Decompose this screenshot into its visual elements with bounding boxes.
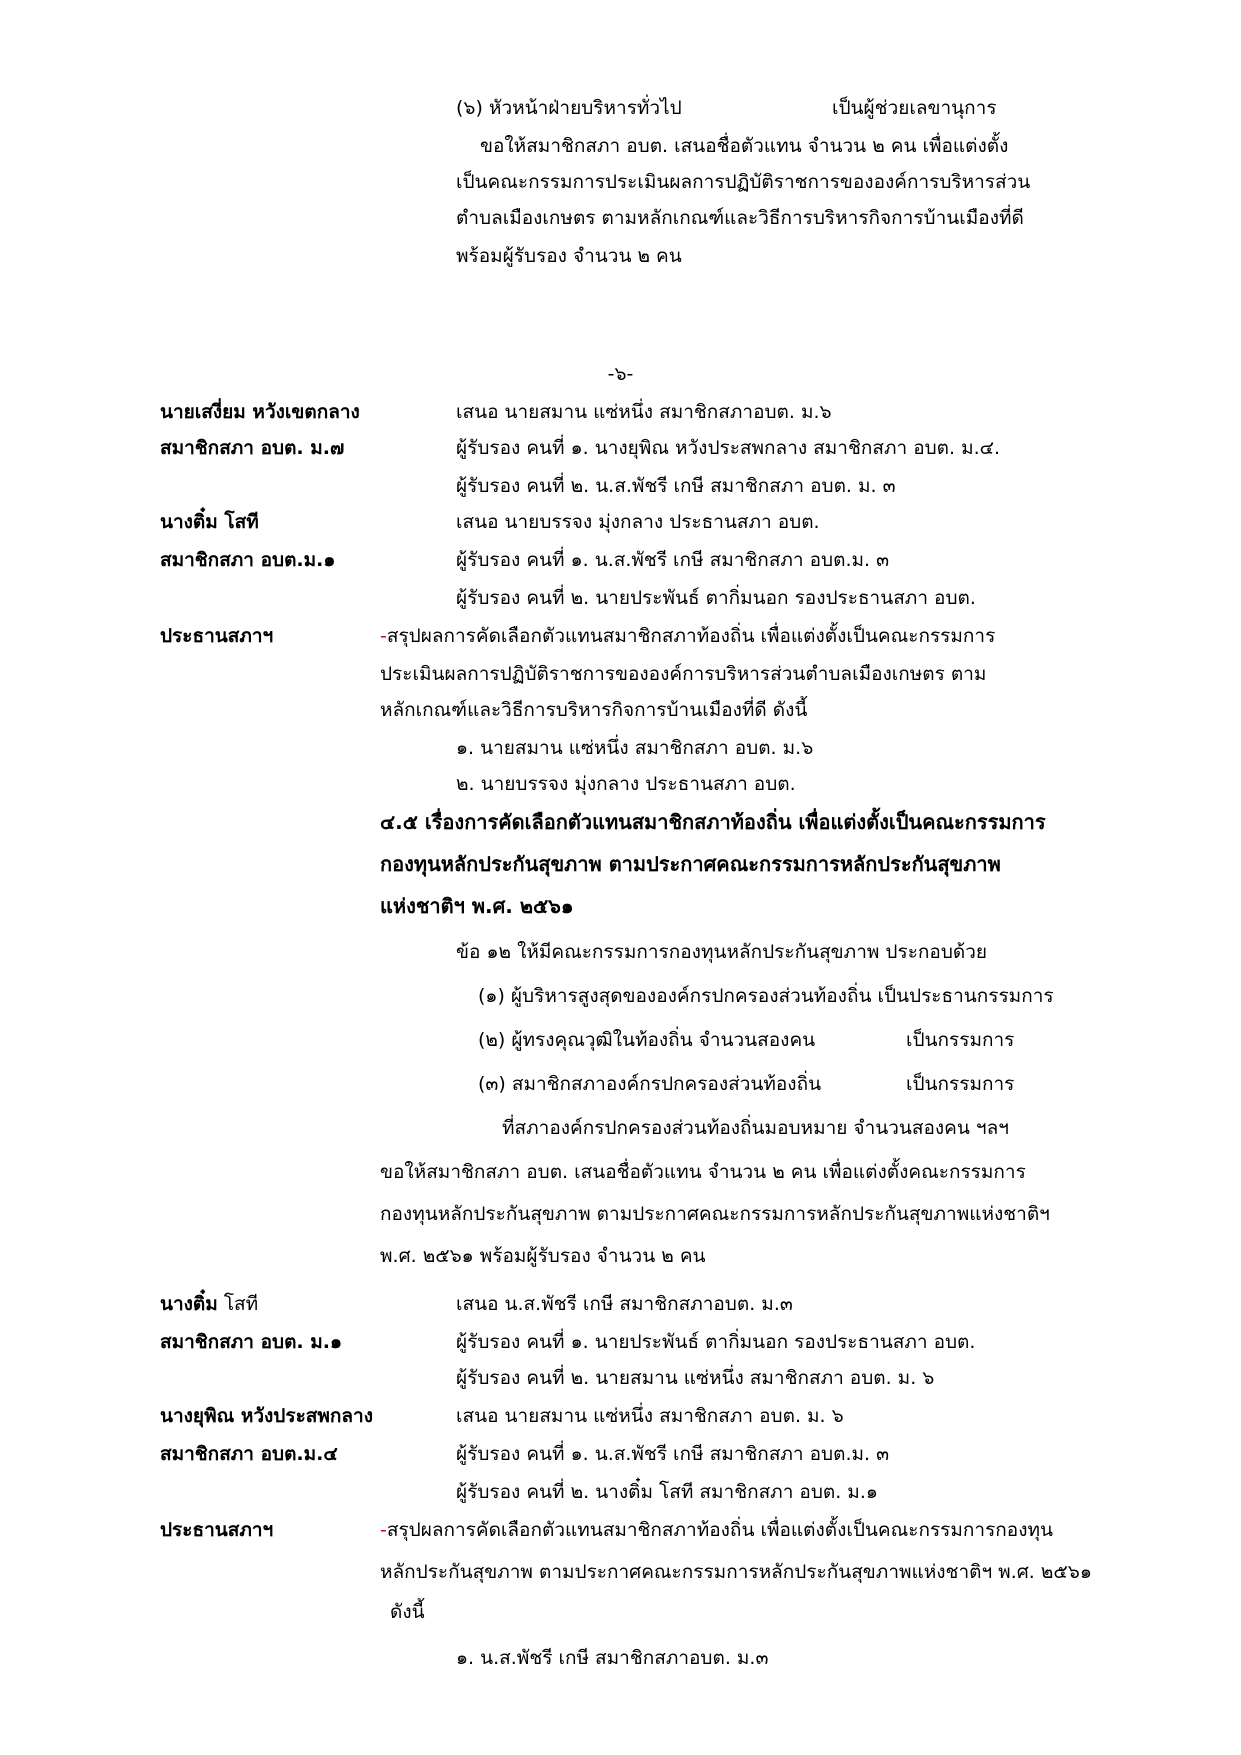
clause-line: ข้อ ๑๒ ให้มีคณะกรรมการกองทุนหลักประกันสุขภาพ ประกอบด้วย bbox=[456, 941, 988, 963]
nomination-line: เสนอ นายบรรจง มุ่งกลาง ประธานสภา อบต. bbox=[456, 511, 820, 533]
chair-summary bbox=[380, 622, 995, 650]
result-line: ๒. นายบรรจง มุ่งกลาง ประธานสภา อบต. bbox=[456, 773, 796, 795]
page-number: -๖- bbox=[607, 363, 634, 385]
endorser-line: ผู้รับรอง คนที่ ๑. นายประพันธ์ ตากิ่มนอก รองประธานสภา อบต. bbox=[456, 1331, 976, 1353]
request-line: พ.ศ. ๒๕๖๑ พร้อมผู้รับรอง จำนวน ๒ คน bbox=[380, 1245, 706, 1267]
clause-item: (๓) สมาชิกสภาองค์กรปกครองส่วนท้องถิ่น bbox=[478, 1073, 822, 1095]
chair-name: ประธานสภาฯ bbox=[160, 625, 274, 647]
endorser-line: ผู้รับรอง คนที่ ๒. นายประพันธ์ ตากิ่มนอก รองประธานสภา อบต. bbox=[456, 587, 976, 609]
top-paragraph-line: ตำบลเมืองเกษตร ตามหลักเกณฑ์และวิธีการบริหารกิจการบ้านเมืองที่ดี bbox=[456, 207, 1024, 229]
item-6-title: (๖) หัวหน้าฝ่ายบริหารทั่วไป bbox=[456, 97, 682, 119]
request-line: กองทุนหลักประกันสุขภาพ ตามประกาศคณะกรรมการหลักประกันสุขภาพแห่งชาติฯ bbox=[380, 1203, 1050, 1225]
summary-dash: - bbox=[380, 625, 387, 647]
clause-item-continued: ที่สภาองค์กรปกครองส่วนท้องถิ่นมอบหมาย จำนวนสองคน ฯลฯ bbox=[502, 1117, 1009, 1139]
nomination-line: เสนอ นายสมาน แซ่หนึ่ง สมาชิกสภาอบต. ม.๖ bbox=[456, 401, 832, 423]
speaker-position: สมาชิกสภา อบต.ม.๔ bbox=[160, 1443, 338, 1465]
summary-line: สรุปผลการคัดเลือกตัวแทนสมาชิกสภาท้องถิ่น เพื่อแต่งตั้งเป็นคณะกรรมการ bbox=[386, 625, 996, 647]
section-heading: ๔.๕ เรื่องการคัดเลือกตัวแทนสมาชิกสภาท้องถิ่น เพื่อแต่งตั้งเป็นคณะกรรมการ bbox=[380, 810, 1046, 834]
clause-item: (๑) ผู้บริหารสูงสุดขององค์กรปกครองส่วนท้องถิ่น เป็นประธานกรรมการ bbox=[478, 985, 1054, 1007]
speaker-position: สมาชิกสภา อบต. ม.๑ bbox=[160, 1331, 343, 1353]
top-paragraph-line: ขอให้สมาชิกสภา อบต. เสนอชื่อตัวแทน จำนวน ๒ คน เพื่อแต่งตั้ง bbox=[480, 135, 1009, 157]
top-paragraph-line: พร้อมผู้รับรอง จำนวน ๒ คน bbox=[456, 245, 682, 267]
speaker-name-first: นางติ๋ม bbox=[160, 1293, 218, 1315]
speaker-name: นายเสงี่ยม หวังเขตกลาง bbox=[160, 401, 360, 423]
endorser-line: ผู้รับรอง คนที่ ๑. น.ส.พัชรี เกษี สมาชิกสภา อบต.ม. ๓ bbox=[456, 549, 890, 571]
endorser-line: ผู้รับรอง คนที่ ๒. น.ส.พัชรี เกษี สมาชิกสภา อบต. ม. ๓ bbox=[456, 475, 896, 497]
endorser-line: ผู้รับรอง คนที่ ๒. นายสมาน แซ่หนึ่ง สมาชิกสภา อบต. ม. ๖ bbox=[456, 1367, 935, 1389]
section-heading: แห่งชาติฯ พ.ศ. ๒๕๖๑ bbox=[380, 894, 574, 918]
endorser-line: ผู้รับรอง คนที่ ๑. นางยุพิณ หวังประสพกลาง สมาชิกสภา อบต. ม.๔. bbox=[456, 437, 1001, 459]
endorser-line: ผู้รับรอง คนที่ ๒. นางติ๋ม โสที สมาชิกสภา อบต. ม.๑ bbox=[456, 1481, 878, 1503]
speaker-name: นางติ๋ม โสที bbox=[160, 511, 259, 533]
summary-dash: - bbox=[380, 1519, 387, 1541]
clause-item-role: เป็นกรรมการ bbox=[906, 1073, 1015, 1095]
chair-name: ประธานสภาฯ bbox=[160, 1519, 274, 1541]
speaker-name-last: โสที bbox=[217, 1293, 259, 1315]
section-heading: กองทุนหลักประกันสุขภาพ ตามประกาศคณะกรรมการหลักประกันสุขภาพ bbox=[380, 852, 1001, 876]
summary-line: สรุปผลการคัดเลือกตัวแทนสมาชิกสภาท้องถิ่น เพื่อแต่งตั้งเป็นคณะกรรมการกองทุน bbox=[386, 1519, 1053, 1541]
endorser-line: ผู้รับรอง คนที่ ๑. น.ส.พัชรี เกษี สมาชิกสภา อบต.ม. ๓ bbox=[456, 1443, 890, 1465]
clause-item: (๒) ผู้ทรงคุณวุฒิในท้องถิ่น จำนวนสองคน bbox=[478, 1029, 816, 1051]
top-paragraph-line: เป็นคณะกรรมการประเมินผลการปฏิบัติราชการขององค์การบริหารส่วน bbox=[456, 171, 1031, 193]
speaker-position: สมาชิกสภา อบต.ม.๑ bbox=[160, 549, 336, 571]
speaker-name: นางยุพิณ หวังประสพกลาง bbox=[160, 1405, 373, 1427]
result-line: ๑. น.ส.พัชรี เกษี สมาชิกสภาอบต. ม.๓ bbox=[456, 1647, 769, 1669]
clause-item-role: เป็นกรรมการ bbox=[906, 1029, 1015, 1051]
nomination-line: เสนอ น.ส.พัชรี เกษี สมาชิกสภาอบต. ม.๓ bbox=[456, 1293, 793, 1315]
speaker-position: สมาชิกสภา อบต. ม.๗ bbox=[160, 437, 345, 459]
summary-line: ดังนี้ bbox=[390, 1601, 425, 1623]
summary-line: หลักเกณฑ์และวิธีการบริหารกิจการบ้านเมืองที่ดี ดังนี้ bbox=[380, 699, 808, 721]
summary-line: ประเมินผลการปฏิบัติราชการขององค์การบริหารส่วนตำบลเมืองเกษตร ตาม bbox=[380, 663, 987, 685]
speaker-name bbox=[160, 1290, 258, 1318]
item-6-role: เป็นผู้ช่วยเลขานุการ bbox=[832, 97, 997, 119]
request-line: ขอให้สมาชิกสภา อบต. เสนอชื่อตัวแทน จำนวน ๒ คน เพื่อแต่งตั้งคณะกรรมการ bbox=[380, 1161, 1026, 1183]
result-line: ๑. นายสมาน แซ่หนึ่ง สมาชิกสภา อบต. ม.๖ bbox=[456, 737, 814, 759]
chair-summary bbox=[380, 1516, 1053, 1544]
nomination-line: เสนอ นายสมาน แซ่หนึ่ง สมาชิกสภา อบต. ม. ๖ bbox=[456, 1405, 844, 1427]
summary-line: หลักประกันสุขภาพ ตามประกาศคณะกรรมการหลักประกันสุขภาพแห่งชาติฯ พ.ศ. ๒๕๖๑ bbox=[380, 1561, 1092, 1583]
